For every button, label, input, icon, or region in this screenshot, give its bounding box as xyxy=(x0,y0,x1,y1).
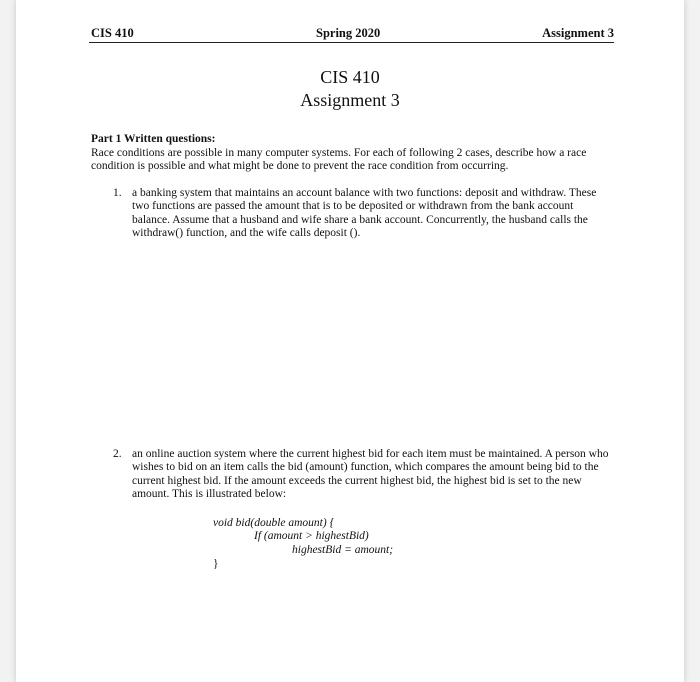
document-page xyxy=(16,0,684,682)
code-line-2: If (amount > highestBid) xyxy=(254,530,369,542)
header-assignment: Assignment 3 xyxy=(542,26,614,40)
question-2-number: 2. xyxy=(113,448,122,460)
header-course: CIS 410 xyxy=(91,26,134,40)
part1-intro: Race conditions are possible in many computer systems. For each of following 2 cases, describe how a race condition is possible and what might be done to prevent the race condition from occurring. xyxy=(91,147,587,173)
code-line-4: } xyxy=(213,558,219,570)
doc-title-course: CIS 410 xyxy=(320,67,380,87)
code-line-1: void bid(double amount) { xyxy=(213,517,335,529)
question-1-number: 1. xyxy=(113,187,122,199)
question-2-text: an online auction system where the current highest bid for each item must be maintained. A person who wishes to bid on an item calls the bid (amount) function, which compares the amount being bid to the current highest bid. If the amount exceeds the current highest bid, the highest bid is set to the new amount. This is illustrated below: xyxy=(132,448,609,501)
header-term: Spring 2020 xyxy=(316,26,381,40)
question-1-text: a banking system that maintains an account balance with two functions: deposit and withdraw. These two functions are passed the amount that is to be deposited or withdrawn from the bank account balance. Assume that a husband and wife share a bank account. Concurrently, the husband calls the withdraw() function, and the wife calls deposit (). xyxy=(132,187,597,240)
page-header xyxy=(89,24,614,43)
part1-heading: Part 1 Written questions: xyxy=(91,133,216,145)
code-line-3: highestBid = amount; xyxy=(292,544,394,556)
doc-title-assignment: Assignment 3 xyxy=(300,90,400,110)
